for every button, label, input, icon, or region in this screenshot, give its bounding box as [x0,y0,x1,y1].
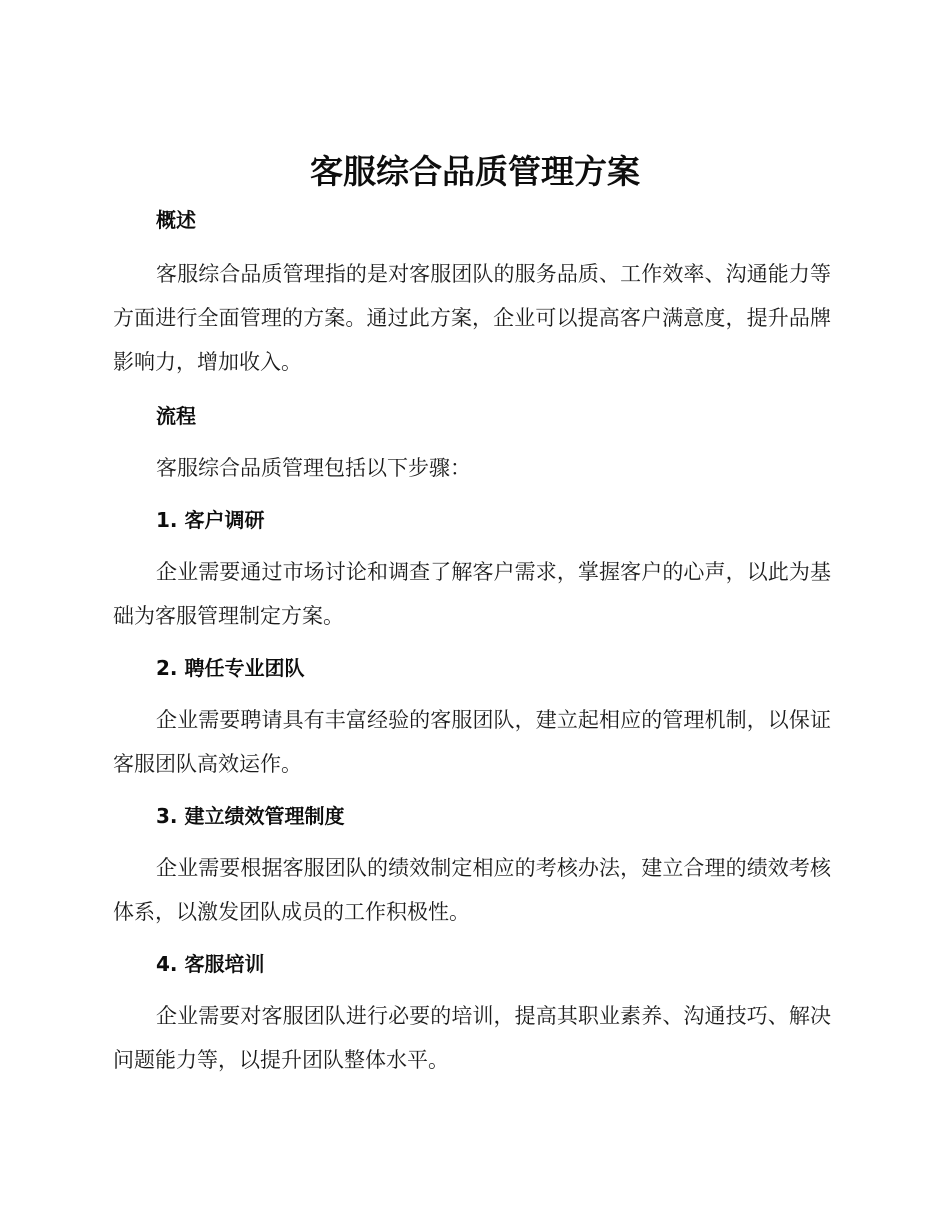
section-paragraph: 企业需要对客服团队进行必要的培训，提高其职业素养、沟通技巧、解决问题能力等，以提升团队整体水平。 [113,1004,831,1072]
section-paragraph: 客服综合品质管理指的是对客服团队的服务品质、工作效率、沟通能力等方面进行全面管理的方案。通过此方案，企业可以提高客户满意度，提升品牌影响力，增加收入。 [113,262,831,374]
section-step-1 [113,498,831,638]
section-step-4 [113,942,831,1082]
section-overview [113,198,831,384]
section-heading: 流程 [156,404,196,428]
section-paragraph: 企业需要根据客服团队的绩效制定相应的考核办法，建立合理的绩效考核体系，以激发团队成员的工作积极性。 [113,856,831,924]
section-process [113,394,831,490]
document-body [113,198,831,1082]
section-step-3 [113,794,831,934]
section-paragraph: 企业需要聘请具有丰富经验的客服团队，建立起相应的管理机制，以保证客服团队高效运作。 [113,708,831,776]
section-heading: 概述 [156,208,196,232]
section-step-2 [113,646,831,786]
section-heading: 3. 建立绩效管理制度 [156,804,345,828]
section-heading: 4. 客服培训 [156,952,265,976]
section-paragraph: 企业需要通过市场讨论和调查了解客户需求，掌握客户的心声，以此为基础为客服管理制定方案。 [113,560,831,628]
document-title: 客服综合品质管理方案 [310,152,640,191]
section-heading: 2. 聘任专业团队 [156,656,305,680]
section-paragraph: 客服综合品质管理包括以下步骤： [156,456,471,480]
section-heading: 1. 客户调研 [156,508,265,532]
